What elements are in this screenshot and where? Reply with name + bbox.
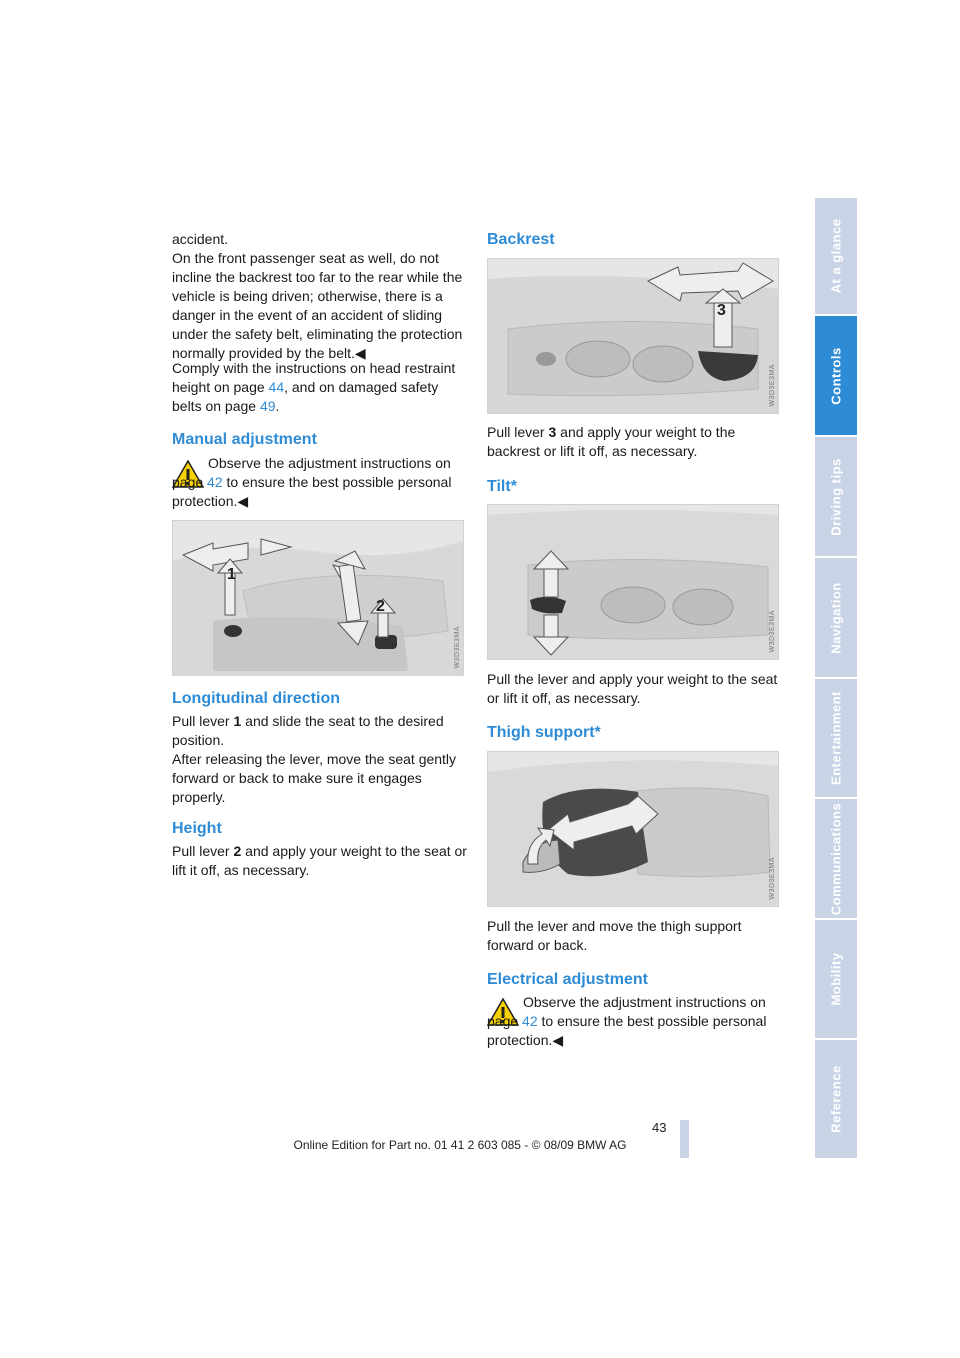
page-link-49[interactable]: 49 (259, 398, 276, 414)
tab-communications[interactable]: Communications (815, 799, 857, 920)
footer-text: Online Edition for Part no. 01 41 2 603 085 - © 08/09 BMW AG (293, 1138, 627, 1152)
continued-paragraph: accident. On the front passenger seat as well, do not incline the backrest too far to the rear while the vehicle is being driven; otherwise, there is a danger in the event of an accident of sliding under the safety belt, eliminating the protection normally provided by the belt.◀ (172, 231, 463, 361)
callout-3: 3 (717, 302, 726, 319)
head-restraint-paragraph: Comply with the instructions on head restraint height on page 44, and on damaged safety belts on page 49. (172, 360, 456, 414)
longitudinal-heading: Longitudinal direction (172, 690, 340, 707)
manual-adjustment-heading: Manual adjustment (172, 431, 317, 448)
seat-manual-illustration (172, 520, 464, 676)
longitudinal-text: Pull lever 1 and slide the seat to the desired position. After releasing the lever, move the seat gently forward or back to make sure it engages properly. (172, 713, 457, 805)
tab-mobility[interactable]: Mobility (815, 920, 857, 1040)
thigh-drawing (488, 752, 778, 906)
page-link-42[interactable]: 42 (522, 1013, 538, 1029)
thigh-illustration (487, 751, 779, 907)
callout-2: 2 (376, 598, 385, 615)
callout-1: 1 (227, 566, 236, 583)
tab-entertainment[interactable]: Entertainment (815, 679, 857, 799)
tilt-drawing (488, 505, 778, 659)
electrical-heading: Electrical adjustment (487, 971, 648, 988)
manual-warning-text: Observe the adjustment instructions on page 42 to ensure the best possible personal protection.◀ (172, 455, 452, 509)
page-link-44[interactable]: 44 (268, 379, 285, 395)
electrical-warning-text: Observe the adjustment instructions on page 42 to ensure the best possible personal protection.◀ (487, 994, 767, 1048)
backrest-drawing (488, 259, 778, 413)
tilt-text: Pull the lever and apply your weight to the seat or lift it off, as necessary. (487, 671, 778, 706)
figure-code: W3D3E3MA (769, 857, 776, 900)
seat-drawing (173, 521, 463, 675)
tilt-heading: Tilt* (487, 478, 517, 495)
page-number: 43 (652, 1120, 667, 1135)
backrest-text: Pull lever 3 and apply your weight to the backrest or lift it off, as necessary. (487, 424, 736, 459)
thigh-text: Pull the lever and move the thigh support forward or back. (487, 918, 742, 953)
height-heading: Height (172, 820, 222, 837)
backrest-illustration (487, 258, 779, 414)
tab-reference[interactable]: Reference (815, 1040, 857, 1160)
tab-navigation[interactable]: Navigation (815, 558, 857, 679)
page-link-42[interactable]: 42 (207, 474, 223, 490)
tab-driving-tips[interactable]: Driving tips (815, 437, 857, 558)
figure-code: W3D3E3MA (769, 364, 776, 407)
tab-controls[interactable]: Controls (815, 316, 857, 437)
tilt-illustration (487, 504, 779, 660)
tab-at-a-glance[interactable]: At a glance (815, 198, 857, 316)
thigh-heading: Thigh support* (487, 724, 601, 741)
figure-code: W3D3E3MA (454, 626, 461, 669)
height-text: Pull lever 2 and apply your weight to the seat or lift it off, as necessary. (172, 843, 467, 878)
backrest-heading: Backrest (487, 231, 555, 248)
figure-code: W3D3E3MA (769, 610, 776, 653)
chapter-nav (815, 198, 857, 1160)
